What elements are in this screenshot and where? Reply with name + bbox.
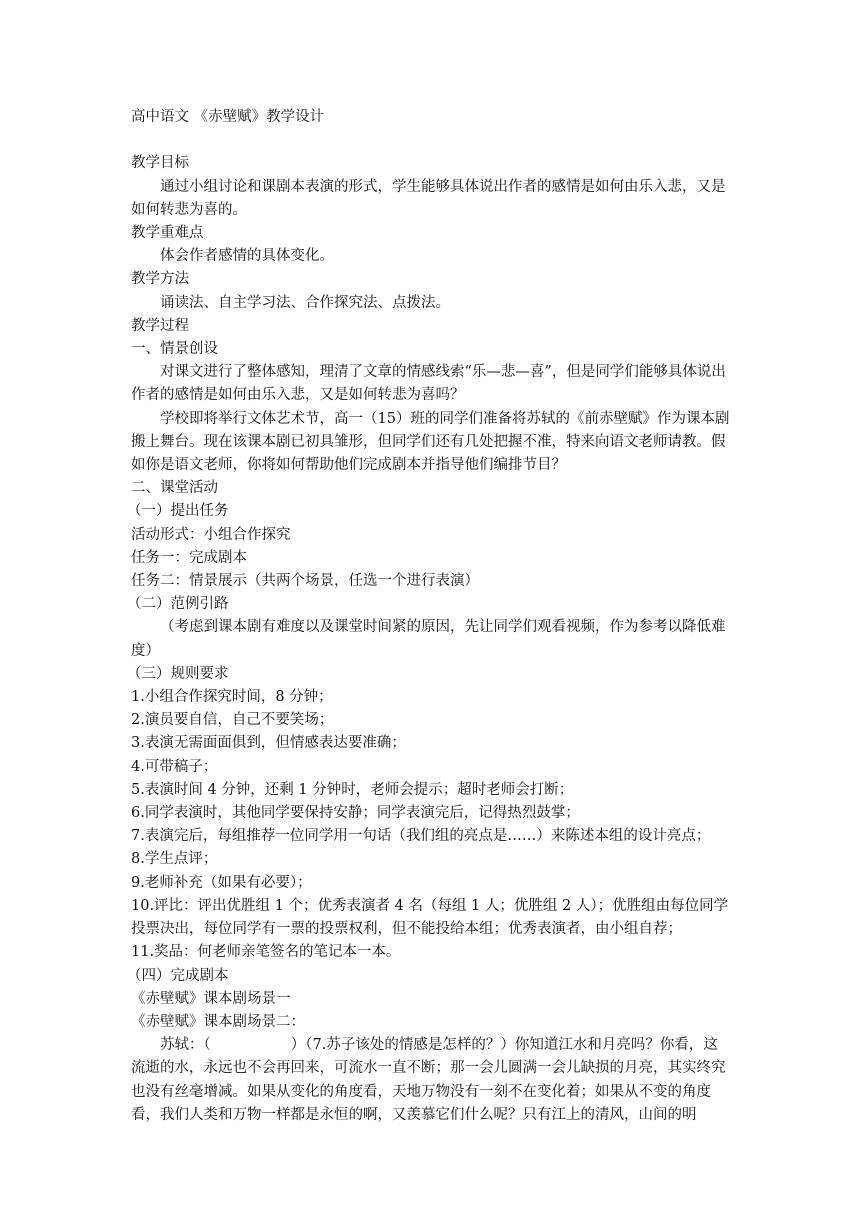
subsection4-heading: （四）完成剧本 (127, 967, 229, 984)
scene-one-title: 《赤壁赋》课本剧场景一 (131, 990, 291, 1007)
subsection3-heading: （三）规则要求 (127, 665, 229, 682)
rule-item: 4.可带稿子； (131, 758, 218, 775)
dialogue-text: ）（7.苏子该处的情感是怎样的？）你知道江水和月亮吗？你看，这流逝的水，永远也不会再回来，可流水一直不断；那一会儿圆满一会儿缺损的月亮，其实终究也没有丝毫增减。如果从变化的角度看，天地万物没有一刻不在变化着；如果从不变的角度看，我们人类和万物一样都是永恒的啊，又羡慕它们什么呢？只有江上的清风，山间的明 (131, 1037, 726, 1123)
scene-two-title: 《赤壁赋》课本剧场景二： (131, 1013, 305, 1030)
task-one: 任务一：完成剧本 (131, 549, 247, 566)
document-body (127, 106, 731, 1127)
rule-item: 2.演员要自信，自己不要笑场； (131, 712, 334, 729)
rule-item: 7.表演完后，每组推荐一位同学用一句话（我们组的亮点是……）来陈述本组的设计亮点； (131, 828, 711, 845)
su-shi-dialogue (131, 1034, 731, 1127)
subsection2-text: （考虑到课本剧有难度以及课堂时间紧的原因，先让同学们观看视频，作为参考以降低难度） (131, 619, 726, 659)
task-two: 任务二：情景展示（共两个场景，任选一个进行表演） (131, 573, 479, 590)
document-title: 高中语文 《赤壁赋》教学设计 (131, 109, 325, 125)
method-heading: 教学方法 (131, 271, 189, 288)
speaker-label: 苏轼：（ (160, 1037, 211, 1054)
process-heading: 教学过程 (131, 317, 189, 334)
subsection1-heading: （一）提出任务 (127, 503, 229, 520)
rule-item: 11.奖品：何老师亲笔签名的笔记本一本。 (131, 944, 401, 961)
goal-text: 通过小组讨论和课剧本表演的形式，学生能够具体说出作者的感情是如何由乐入悲，又是如何转悲为喜的。 (131, 178, 726, 218)
section2-heading: 二、课堂活动 (131, 480, 218, 497)
section1-paragraph-2: 学校即将举行文体艺术节，高一（15）班的同学们准备将苏轼的《前赤壁赋》作为课本剧搬上舞台。现在该课本剧已初具雏形，但同学们还有几处把握不准，特来向语文老师请教。假如你是语文老师，你将如何帮助他们完成剧本并指导他们编排节目？ (131, 410, 730, 474)
key-text: 体会作者感情的具体变化。 (160, 248, 334, 265)
section1-heading: 一、情景创设 (131, 341, 218, 358)
key-heading: 教学重难点 (131, 225, 204, 241)
rule-item: 9.老师补充（如果有必要）； (131, 874, 312, 891)
activity-form: 活动形式：小组合作探究 (131, 526, 291, 543)
section1-paragraph-1: 对课文进行了整体感知，理清了文章的情感线索“乐—悲—喜”，但是同学们能够具体说出作者的感情是如何由乐入悲，又是如何转悲为喜吗？ (131, 364, 726, 404)
rule-item: 5.表演时间 4 分钟，还剩 1 分钟时，老师会提示；超时老师会打断； (131, 781, 574, 798)
rule-item: 10.评比：评出优胜组 1 个；优秀表演者 4 名（每组 1 人；优胜组 2 人）；优胜组由每位同学投票决出，每位同学有一票的投票权利，但不能投给本组；优秀表演者，由小组自荐； (131, 897, 729, 938)
rule-item: 6.同学表演时，其他同学要保持安静；同学表演完后，记得热烈鼓掌； (131, 805, 580, 822)
rule-item: 8.学生点评； (131, 851, 218, 868)
method-text: 诵读法、自主学习法、合作探究法、点拨法。 (160, 294, 450, 311)
subsection2-heading: （二）范例引路 (127, 596, 229, 613)
goal-heading: 教学目标 (131, 155, 189, 172)
rule-item: 1.小组合作探究时间，8 分钟； (131, 689, 333, 706)
rule-item: 3.表演无需面面俱到，但情感表达要准确； (131, 735, 406, 752)
